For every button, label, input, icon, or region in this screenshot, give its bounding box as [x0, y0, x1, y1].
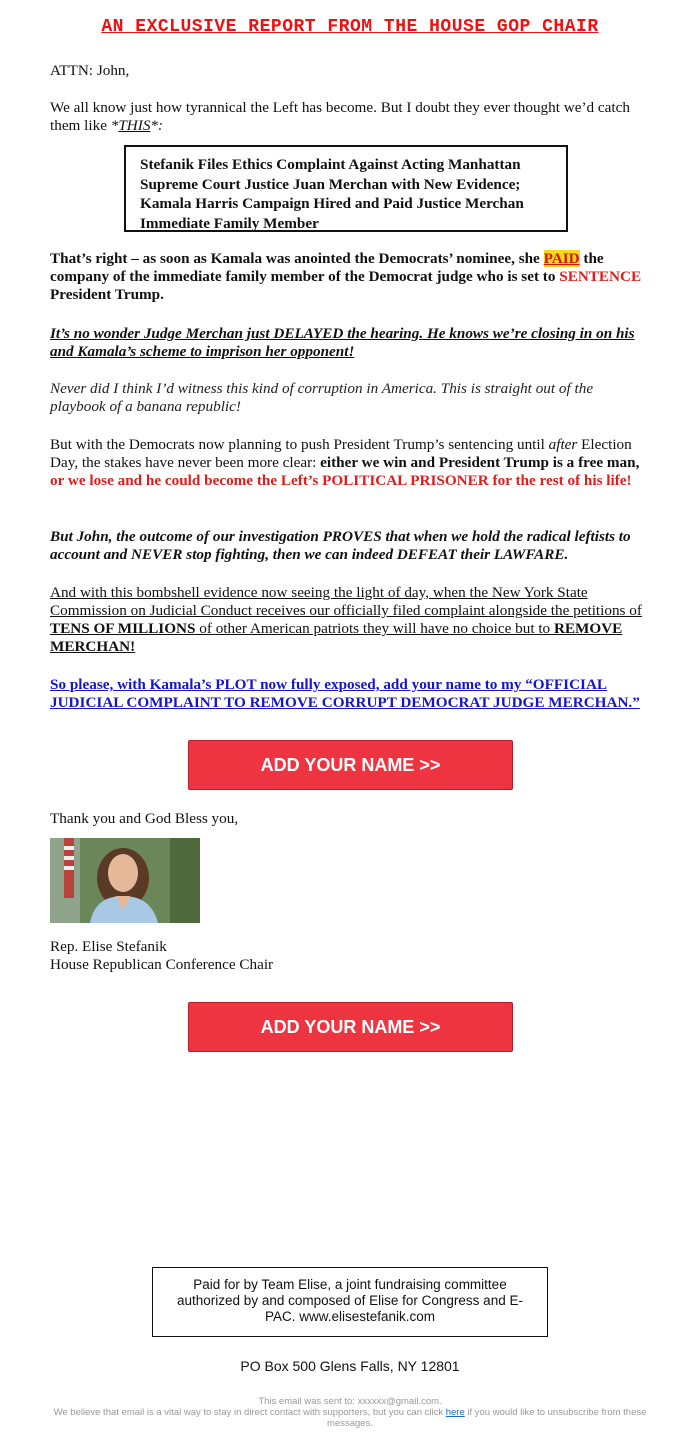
paid-highlight: PAID — [543, 250, 580, 267]
paragraph-paid — [50, 250, 650, 304]
para5-b: Election Day, the stakes have never been more clear: — [50, 436, 632, 471]
footer-unsub-text-b: if you would like to unsubscribe from these messages. — [327, 1407, 647, 1429]
para7-bold1: TENS OF MILLIONS — [50, 620, 196, 637]
intro-emph-close: *: — [150, 117, 164, 134]
header-title: AN EXCLUSIVE REPORT FROM THE HOUSE GOP CHAIR — [101, 17, 599, 37]
mailing-address: PO Box 500 Glens Falls, NY 12801 — [240, 1358, 460, 1374]
para5-after: after — [548, 436, 578, 453]
para2-c: President Trump. — [50, 286, 164, 303]
cta-link[interactable]: So please, with Kamala’s PLOT now fully exposed, add your name to my “OFFICIAL JUDICIAL COMPLAINT TO REMOVE CORRUPT DEMOCRAT JUDGE MERCHAN.” — [50, 676, 640, 711]
paragraph-corruption: Never did I think I’d witness this kind of corruption in America. This is straight out of the playbook of a banana republic! — [50, 380, 594, 415]
intro-paragraph — [50, 99, 650, 135]
footer-unsub-text-a: We believe that email is a vital way to stay in direct contact with supporters, but you can click — [53, 1407, 446, 1418]
signer-name: Rep. Elise Stefanik — [50, 938, 167, 955]
footer-unsubscribe — [40, 1407, 660, 1429]
para5-bold: either we win and President Trump is a free man, — [320, 454, 640, 471]
para7-bold2: REMOVE MERCHAN! — [50, 620, 623, 655]
headline-quote-box: Stefanik Files Ethics Complaint Against Acting Manhattan Supreme Court Justice Juan Merchan with New Evidence; Kamala Harris Campaign Hired and Paid Justice Merchan Immediate Family Member — [124, 145, 568, 232]
unsubscribe-link[interactable]: here — [445, 1407, 465, 1418]
signer-photo — [50, 838, 200, 923]
sentence-highlight: SENTENCE — [559, 268, 642, 285]
add-your-name-button-bottom[interactable]: ADD YOUR NAME >> — [188, 1002, 513, 1052]
signoff: Thank you and God Bless you, — [50, 810, 239, 827]
intro-emph: THIS — [118, 117, 151, 134]
cta-paragraph — [50, 676, 650, 712]
paragraph-stakes — [50, 436, 650, 490]
paragraph-delayed: It’s no wonder Judge Merchan just DELAYED the hearing. He knows we’re closing in on his and Kamala’s scheme to imprison her opponent! — [50, 325, 635, 360]
intro-emph-open: * — [110, 117, 119, 134]
add-your-name-button[interactable]: ADD YOUR NAME >> — [188, 740, 513, 790]
paragraph-evidence — [50, 584, 650, 656]
para2-a: That’s right – as soon as Kamala was anointed the Democrats’ nominee, she — [50, 250, 544, 267]
greeting: ATTN: John, — [50, 62, 130, 79]
footer-sent-to: This email was sent to: xxxxxx@gmail.com. — [258, 1396, 442, 1407]
para2-b: the company of the immediate family member of the Democrat judge who is set to — [50, 250, 604, 285]
para7-b: of other American patriots they will have no choice but to — [195, 620, 554, 637]
paid-for-disclaimer: Paid for by Team Elise, a joint fundraising committee authorized by and composed of Elise for Congress and E-PAC. www.elisestefanik.com — [152, 1267, 548, 1337]
portrait-image — [50, 838, 200, 923]
para7-a: And with this bombshell evidence now seeing the light of day, when the New York State Commission on Judicial Conduct receives our officially filed complaint alongside the petitions of — [50, 584, 642, 619]
paragraph-investigation: But John, the outcome of our investigation PROVES that when we hold the radical leftists to account and NEVER stop fighting, then we can indeed DEFEAT their LAWFARE. — [50, 528, 631, 563]
para5-red: or we lose and he could become the Left’s POLITICAL PRISONER for the rest of his life! — [50, 472, 632, 489]
signer-role: House Republican Conference Chair — [50, 956, 274, 973]
intro-text: We all know just how tyrannical the Left has become. But I doubt they ever thought we’d catch them like — [50, 99, 630, 134]
para5-a: But with the Democrats now planning to push President Trump’s sentencing until — [50, 436, 549, 453]
